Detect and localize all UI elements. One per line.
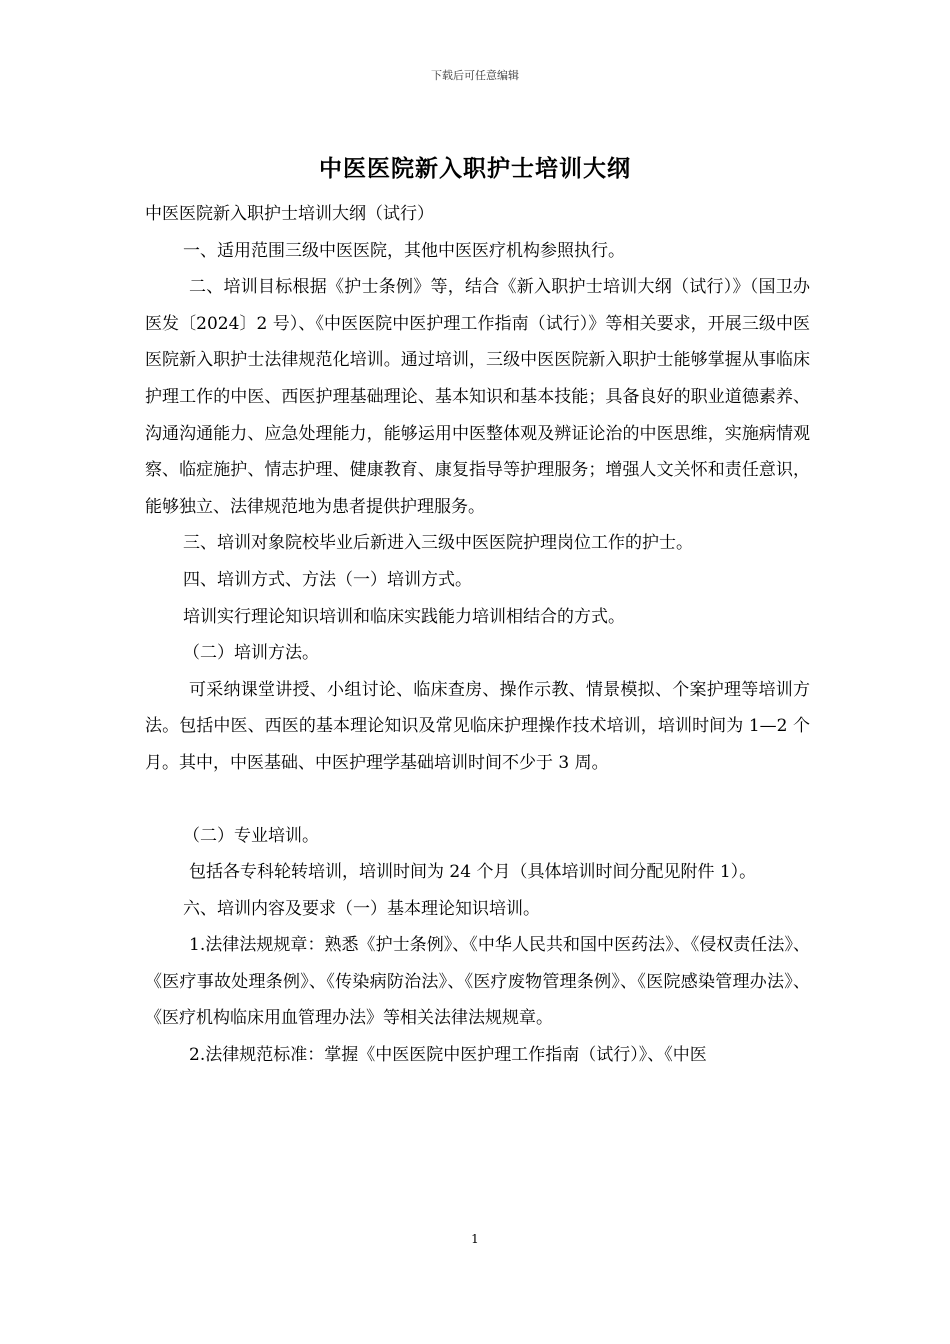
paragraph-standards: 2.法律规范标准：掌握《中医医院中医护理工作指南（试行）》、《中医 <box>189 1045 707 1066</box>
page-number: 1 <box>471 1232 479 1246</box>
paragraph-training-methods-heading: （二）培训方法。 <box>183 643 319 664</box>
paragraph-specialty: 包括各专科轮转培训，培训时间为 24 个月（具体培训时间分配见附件 1）。 <box>189 862 757 883</box>
paragraph-methods-heading: 四、培训方式、方法（一）培训方式。 <box>183 569 472 590</box>
paragraph-content-heading: 六、培训内容及要求（一）基本理论知识培训。 <box>183 898 540 919</box>
paragraph-scope: 一、适用范围三级中医医院，其他中医医疗机构参照执行。 <box>183 240 625 261</box>
header-note: 下载后可任意编辑 <box>431 69 519 82</box>
paragraph-gap <box>145 782 810 818</box>
document-subtitle: 中医医院新入职护士培训大纲（试行） <box>145 204 434 224</box>
paragraph-training-mode: 培训实行理论知识培训和临床实践能力培训相结合的方式。 <box>183 606 625 627</box>
paragraph-training-methods: 可采纳课堂讲授、小组讨论、临床查房、操作示教、情景模拟、个案护理等培训方法。包括中医、西医的基本理论知识及常见临床护理操作技术培训，培训时间为 1—2 个月。其中，中医基础、中医护理学基础培训时间不少于 3 周。 <box>145 679 810 773</box>
paragraph-laws: 1.法律法规规章：熟悉《护士条例》、《中华人民共和国中医药法》、《侵权责任法》、《医疗事故处理条例》、《传染病防治法》、《医疗废物管理条例》、《医院感染管理办法》、《医疗机构临床用血管理办法》等相关法律法规规章。 <box>145 935 810 1029</box>
paragraph-goals: 二、培训目标根据《护士条例》等，结合《新入职护士培训大纲（试行）》（国卫办医发〔2024〕2 号）、《中医医院中医护理工作指南（试行）》等相关要求，开展三级中医医院新入职护士法律规范化培训。通过培训，三级中医医院新入职护士能够掌握从事临床护理工作的中医、西医护理基础理论、基本知识和基本技能；具备良好的职业道德素养、沟通沟通能力、应急处理能力，能够运用中医整体观及辨证论治的中医思维，实施病情观察、临症施护、情志护理、健康教育、康复指导等护理服务；增强人文关怀和责任意识，能够独立、法律规范地为患者提供护理服务。 <box>145 277 810 517</box>
paragraph-target: 三、培训对象院校毕业后新进入三级中医医院护理岗位工作的护士。 <box>183 533 693 554</box>
document-body <box>145 196 810 1074</box>
document-title: 中医医院新入职护士培训大纲 <box>319 156 631 182</box>
paragraph-specialty-heading: （二）专业培训。 <box>183 825 319 846</box>
